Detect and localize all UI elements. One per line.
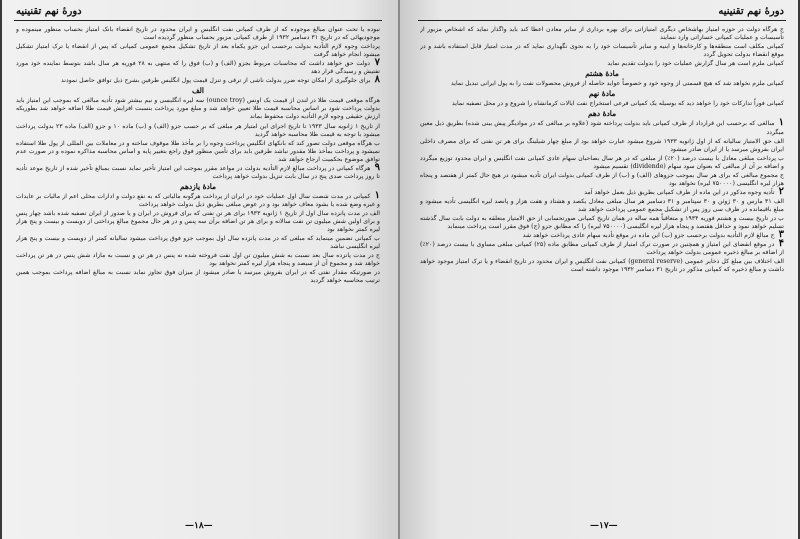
paragraph <box>420 229 784 241</box>
paragraph <box>16 26 380 42</box>
left-page <box>2 0 400 539</box>
paragraph <box>16 123 380 139</box>
right-page <box>400 0 798 539</box>
paragraph <box>16 269 380 285</box>
paragraph <box>16 74 380 86</box>
paragraph-text: الف حق الامتیاز سالیانه که از اول ژانویه ۱۹۳۳ شروع میشود عبارت خواهد بود از مبلغ چهار شیلینگ برای هر تن نفتی که برای مصرف داخلی ایران بفروش میرسد یا از ایران صادر میشود <box>420 137 784 153</box>
paragraph-text: الف در مدت پانزده سال اول از تاریخ ۱ ژانویه ۱۹۳۳ برای هر تن نفتی که برای فروش در ایران و یا صدور از ایران تصفیه شده باشد چهار پنس و برای اولین شش میلیون تن نفت سالانه و برای هر تن اضافه برآن سه پنس و در هر حال مجموع مبالغ پرداختی از دویست و بیست و پنج هزار لیره کمتر نخواهد بود <box>16 209 380 234</box>
book-spread <box>2 0 798 539</box>
paragraph-text: ب کمپانی تضمین مینماید که مبلغی که در مدت پانزده سال اول بموجب جزو فوق پرداخت میشود سالیانه کمتر از دویست و بیست و پنج هزار لیره انگلیسی نباشد <box>16 235 380 251</box>
paragraph-text: مبالغی که برحسب این قرارداد از طرف کمپانی باید بدولت پرداخته شود (علاوه بر مبالغی که در موادیگر پیش بینی شده) بطریق ذیل معین میگردد <box>420 120 784 136</box>
paragraph <box>16 235 380 251</box>
section-heading: مادهٔ دهم <box>587 109 617 119</box>
paragraph <box>16 189 380 209</box>
paragraph <box>420 198 784 214</box>
left-header-rule <box>14 20 382 21</box>
paragraph-text: ج هرگاه دولت در حوزه امتیاز بهاشخاص دیگری امتیازاتی برای بهره برداری از سایر معادن اعطا کند باید واگذار نماید که اشخاص مزبور از تأسیسات و عملیات کمپانی خساراتی وارد ننمایند <box>420 26 784 42</box>
item-marker: ۱ <box>778 117 784 129</box>
paragraph <box>16 43 380 59</box>
paragraph <box>16 140 380 164</box>
right-header-rule <box>418 20 786 21</box>
book-gutter <box>398 0 400 539</box>
item-marker: ۸ <box>374 74 380 86</box>
paragraph-text: ب پرداخت مبلغی معادل با بیست درصد (۲۰٪) از مبلغی که در هر سال بصاحبان سهام عادی کمپانی نفت انگلیس و ایران محدود توزیع میگردد و اضافه بر آن از مبالغی که بعنوان سود سهام (dividende) تقسیم میشود <box>420 154 784 170</box>
paragraph <box>420 80 784 88</box>
paragraph-text: ب هرگاه موقعی دولت تصور کند که بانکهای انگلیس پرداخت وجوه را بر مأخذ طلا موقوف ساخته و در معاملات بین المللی از پول طلا استفاده نمیشود و پرداخت بمأخذ طلا مقدور نباشد طرفین باید برای تأمین منظور فوق راجع بتغییر پایه و اساس محاسبه مذاکره نموده و در صورت عدم توافق موضوع بحکمیت ارجاع خواهد شد <box>16 139 380 163</box>
paragraph-text: ج در مدت پانزده سال بعد نسبت به شش میلیون تن اول نفت فروخته شده نه پنس در هر تن و نسبت به مازاد شش پنس در هر تن پرداخت خواهد شد و مجموع آن از سیصد و پنجاه هزار لیره کمتر نخواهد بود <box>16 252 380 268</box>
left-page-header: دورهٔ نهم تقنینیه <box>16 6 82 17</box>
right-page-body <box>420 26 784 513</box>
paragraph <box>16 97 380 121</box>
paragraph <box>420 155 784 171</box>
item-marker: ۲ <box>778 185 784 197</box>
paragraph-text: از تاریخ ۱ ژانویه سال ۱۹۳۳ تا تاریخ اجرای این امتیاز هر مبلغی که بر حسب جزو (الف) و (ب) ماده ۱۰ و جزو (الف) ماده ۲۳ بدولت پرداخت میشود با توجه به قیمت طلا محاسبه خواهد گردید <box>16 122 380 138</box>
paragraph-text: پرداخت وجوه لازم التأدیه بدولت برحسب این جزو یکماه بعد از تاریخ تشکیل مجمع عمومی کمپانی که پس از انقضاء یا ترک امتیاز تشکیل میشود انجام خواهد گرفت <box>16 43 380 59</box>
item-marker: ۹ <box>374 161 380 173</box>
paragraph <box>420 215 784 231</box>
paragraph <box>420 26 784 42</box>
paragraph-text: دولت حق خواهد داشت که محاسبات مربوط بجزو (الف) و (ب) فوق را که منتهی به ۲۸ فوریه هر سال باشد بتوسط نماینده خود مورد تفتیش و رسیدگی قرار دهد <box>16 60 380 76</box>
paragraph <box>420 60 784 68</box>
item-marker: ۱ <box>374 189 380 201</box>
paragraph-text: کمپانی فوراً تدارکات خود را خواهد دید که بوسیله یک کمپانی فرعی استخراج نفت ایالات کرمانشاه را شروع و در محل تصفیه نماید <box>451 100 784 108</box>
paragraph <box>420 138 784 154</box>
paragraph-text: نبوده یا تحت عنوان مبالغ موجوده که از طرف کمپانی نفت انگلیس و ایران محدود در تاریخ انقضاء بانک امتیاز بحساب منظور مینموده و موجودیهائی که در تاریخ ۳۱ دسامبر ۱۹۳۲ از طرف کمپانی مزبور بحساب منظور گردیده است <box>16 26 380 42</box>
paragraph-text: کمپانی مکلف است منطقه‌ها و کارخانه‌ها و ابنیه و سایر تأسیسات خود را به نحوی نگهداری نماید که در مدت امتیاز قابل استفاده باشد و در موقع انقضاء بدولت تحویل گردد <box>420 43 784 59</box>
paragraph <box>420 100 784 108</box>
item-marker: ۴ <box>778 238 784 250</box>
paragraph-text: کمپانی در مدت شصت سال اول عملیات خود در ایران از پرداخت هرگونه مالیاتی که به نفع دولت و ادارات محلی اعم از مالیات بر عایدات و غیره وضع شده یا بشود معاف خواهد بود و در عوض مبلغی بطریق ذیل بدولت خواهد پرداخت <box>16 192 380 208</box>
item-marker: ۷ <box>374 57 380 69</box>
paragraph-text: کمپانی ملزم است هر سال گزارش عملیات خود را بدولت تقدیم نماید <box>607 60 784 68</box>
section-heading: مادهٔ یازدهم <box>180 181 216 191</box>
paragraph-text: کمپانی ملزم نخواهد شد که هیچ قسمتی از وجوه خود و خصوصاً عواید حاصله از فروش محصولات نفت را به پول ایرانی تبدیل نماید <box>451 80 784 88</box>
paragraph-text: در موقع انقضای این امتیاز و همچنین در صورت ترک امتیاز از طرف کمپانی مطابق ماده (۲۵) کمپانی مبلغی مساوی با بیست درصد (۲۰٪) از اضافه بر مبالغ ذخیره عمومی بدولت خواهد پرداخت <box>420 241 784 257</box>
paragraph <box>420 117 784 136</box>
paragraph-text: الف اختلاف بین مبلغ کل ذخایر عمومی (general reserve) کمپانی نفت انگلیس و ایران محدود در تاریخ انقضاء و یا ترک امتیاز موجود خواهد داشت و مبالغ ذخیره که کمپانی مذکور در تاریخ ۳۱ دسامبر ۱۹۳۲ موجود داشته است <box>420 258 784 274</box>
paragraph <box>16 161 380 181</box>
paragraph <box>420 185 784 197</box>
left-page-body <box>16 26 380 513</box>
paragraph <box>420 238 784 257</box>
paragraph <box>16 57 380 76</box>
paragraph <box>16 210 380 234</box>
section-heading: مادهٔ نهم <box>588 89 616 99</box>
right-page-header: دورهٔ نهم تقنینیه <box>718 6 784 17</box>
paragraph-text: هرگاه موقعی قیمت طلا در لندن از قیمت یک اونس (ounce troy) سه لیره انگلیسی و نیم بیشتر شود تأدیه مبالغی که بموجب این امتیاز باید بدولت پرداخت شود بر اساس محاسبه قیمت طلا تعیین خواهد شد و مبلغ مورد پرداخت بنسبت افزایش قیمت طلا اضافه خواهد شد بطوریکه ارزش حقیقی وجوه لازم التأدیه دولت محفوظ بماند <box>16 97 380 121</box>
paragraph-text: تأدیه وجوه مذکور در این ماده از طرف کمپانی بطریق ذیل بعمل خواهد آمد <box>584 188 775 196</box>
paragraph-text: الف ۳۱ مارس و ۳۰ ژوئن و ۳۰ سپتامبر و ۳۱ دسامبر هر سال مبلغی معادل یکصد و هشتاد و هفت هزار و پانصد لیره انگلیسی تأدیه میشود و مبلغ باقیمانده در ظرف سی روز پس از تشکیل مجمع عمومی پرداخت خواهد شد <box>420 197 784 213</box>
paragraph <box>420 258 784 274</box>
paragraph-text: ج مبالغ لازم التأدیه بدولت برحسب جزو (ب) این ماده در موقع تأدیه سهام عادی پرداخت خواهد شد <box>522 232 775 240</box>
paragraph <box>420 43 784 59</box>
paragraph <box>420 172 784 188</box>
paragraph-text: ج مجموع مبالغی که برای هر سال بموجب جزوهای (الف) و (ب) از طرف کمپانی بدولت ایران تأدیه میشود در هیچ حال کمتر از هفتصد و پنجاه هزار لیره انگلیسی (۷۵۰۰۰۰ لیره) نخواهد بود <box>420 171 784 187</box>
section-heading: مادهٔ هشتم <box>585 69 619 79</box>
paragraph <box>16 252 380 268</box>
paragraph-text: هرگاه کمپانی در پرداخت مبالغ لازم التأدیه بدولت در مواعد مقرر بموجب این امتیاز تأخیر نماید نسبت بمبالغ تأخیر شده از تاریخ موعد تأدیه تا روز پرداخت صدی پنج در سال بابت تنزیل بدولت خواهد پرداخت <box>16 164 380 180</box>
left-page-number: —۱۸— <box>185 521 213 531</box>
right-page-number: —۱۷— <box>590 521 618 531</box>
item-marker: ۳ <box>778 229 784 241</box>
paragraph-text: ب در تاریخ بیست و هشتم فوریه ۱۹۳۴ و متعاقباً همه ساله در همان تاریخ کمپانی صورتحسابی از حق الامتیاز متعلقه به دولت بابت سال گذشته تسلیم خواهد نمود و حداقل هفتصد و پنجاه هزار لیره انگلیسی (۷۵۰۰۰۰ لیره) را که مطابق جزو (ج) فوق مقرر است پرداخت مینماید <box>420 214 784 231</box>
paragraph-text: در صورتیکه مقدار نفتی که در ایران بفروش میرسد یا صادر میشود از میزان فوق تجاوز نماید نسبت به مبالغ اضافه پرداخت بموجب همین ترتیب محاسبه خواهد گردید <box>16 269 380 285</box>
paragraph-text: برای جلوگیری از امکان توجه ضرر بدولت ناشی از ترقی و تنزل قیمت پول انگلیس طرفین بشرح ذیل توافق حاصل نمودند <box>60 77 371 85</box>
section-heading: الف <box>192 86 204 96</box>
